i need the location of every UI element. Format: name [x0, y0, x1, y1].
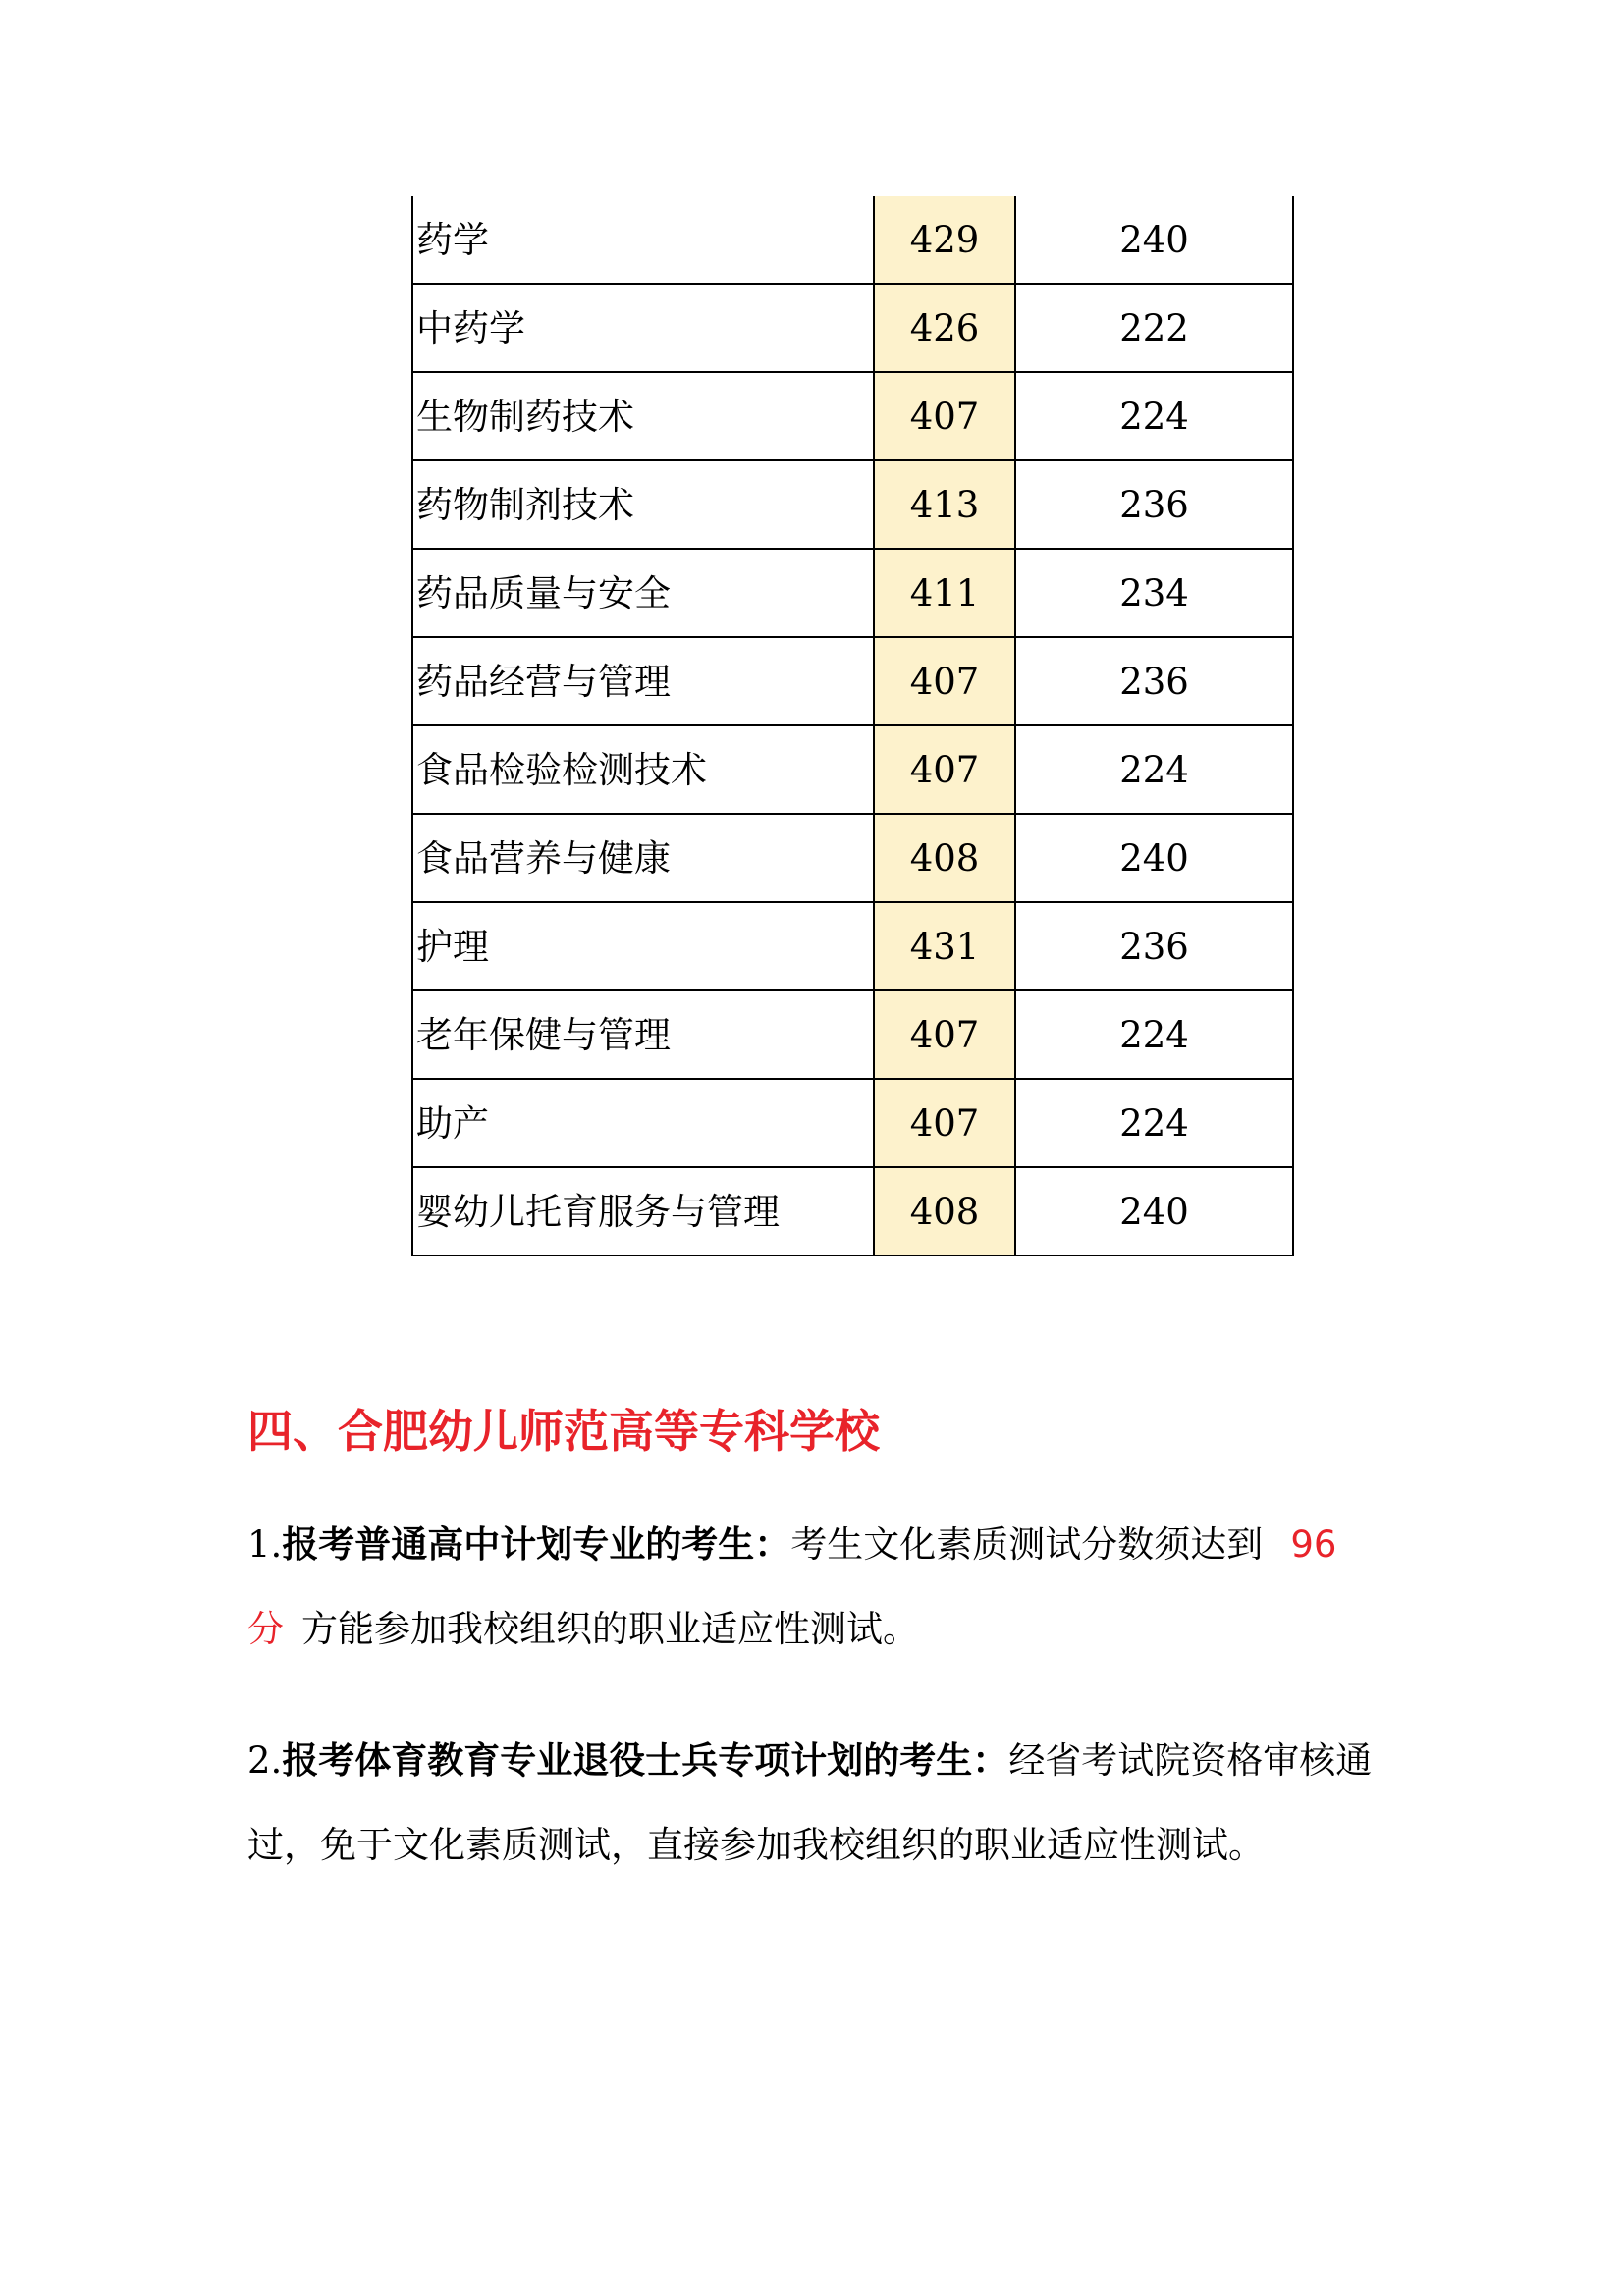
table-row — [412, 284, 1293, 372]
section-title: 四、合肥幼儿师范高等专科学校 — [247, 1405, 880, 1458]
major-cell: 食品检验检测技术 — [412, 725, 874, 814]
score-cell: 407 — [874, 725, 1015, 814]
score-cell: 426 — [874, 284, 1015, 372]
major-cell: 老年保健与管理 — [412, 990, 874, 1079]
table-row — [412, 902, 1293, 990]
score-table-body — [412, 196, 1293, 1255]
score-cell: 407 — [874, 990, 1015, 1079]
cutoff-cell: 224 — [1015, 725, 1293, 814]
table-row — [412, 372, 1293, 460]
table-row — [412, 460, 1293, 549]
major-cell: 药学 — [412, 196, 874, 284]
score-table — [411, 196, 1294, 1256]
score-cell: 408 — [874, 1167, 1015, 1255]
table-row — [412, 637, 1293, 725]
paragraph-1-text-after: 方能参加我校组织的职业适应性测试。 — [301, 1608, 919, 1650]
required-score: 96 分 — [247, 1523, 1337, 1650]
major-cell: 护理 — [412, 902, 874, 990]
score-cell: 407 — [874, 1079, 1015, 1167]
cutoff-cell: 240 — [1015, 1167, 1293, 1255]
major-cell: 中药学 — [412, 284, 874, 372]
table-row — [412, 1079, 1293, 1167]
major-cell: 助产 — [412, 1079, 874, 1167]
cutoff-cell: 234 — [1015, 549, 1293, 637]
table-row — [412, 1167, 1293, 1255]
major-cell: 药品经营与管理 — [412, 637, 874, 725]
paragraph-1-text-before: 考生文化素质测试分数须达到 — [790, 1523, 1264, 1566]
major-cell: 生物制药技术 — [412, 372, 874, 460]
score-cell: 431 — [874, 902, 1015, 990]
cutoff-cell: 240 — [1015, 814, 1293, 902]
cutoff-cell: 236 — [1015, 902, 1293, 990]
score-cell: 429 — [874, 196, 1015, 284]
table-row — [412, 725, 1293, 814]
score-cell: 407 — [874, 372, 1015, 460]
score-cell: 408 — [874, 814, 1015, 902]
table-row — [412, 814, 1293, 902]
paragraph-1-bold-lead: 报考普通高中计划专业的考生： — [282, 1522, 791, 1566]
cutoff-cell: 224 — [1015, 372, 1293, 460]
paragraph-1 — [247, 1502, 1386, 1672]
score-table-container — [411, 196, 1294, 1256]
cutoff-cell: 240 — [1015, 196, 1293, 284]
paragraph-2-text: 经省考试院资格审核通过，免于文化素质测试，直接参加我校组织的职业适应性测试。 — [247, 1739, 1373, 1866]
score-cell: 411 — [874, 549, 1015, 637]
major-cell: 药品质量与安全 — [412, 549, 874, 637]
major-cell: 婴幼儿托育服务与管理 — [412, 1167, 874, 1255]
major-cell: 食品营养与健康 — [412, 814, 874, 902]
cutoff-cell: 222 — [1015, 284, 1293, 372]
score-cell: 413 — [874, 460, 1015, 549]
paragraph-2-bold-lead: 报考体育教育专业退役士兵专项计划的考生： — [282, 1738, 1009, 1782]
cutoff-cell: 236 — [1015, 637, 1293, 725]
paragraph-2 — [247, 1718, 1386, 1888]
paragraph-2-number: 2. — [247, 1739, 283, 1782]
table-row — [412, 196, 1293, 284]
major-cell: 药物制剂技术 — [412, 460, 874, 549]
cutoff-cell: 224 — [1015, 990, 1293, 1079]
cutoff-cell: 224 — [1015, 1079, 1293, 1167]
paragraph-1-number: 1. — [247, 1523, 283, 1566]
cutoff-cell: 236 — [1015, 460, 1293, 549]
score-cell: 407 — [874, 637, 1015, 725]
table-row — [412, 990, 1293, 1079]
table-row — [412, 549, 1293, 637]
